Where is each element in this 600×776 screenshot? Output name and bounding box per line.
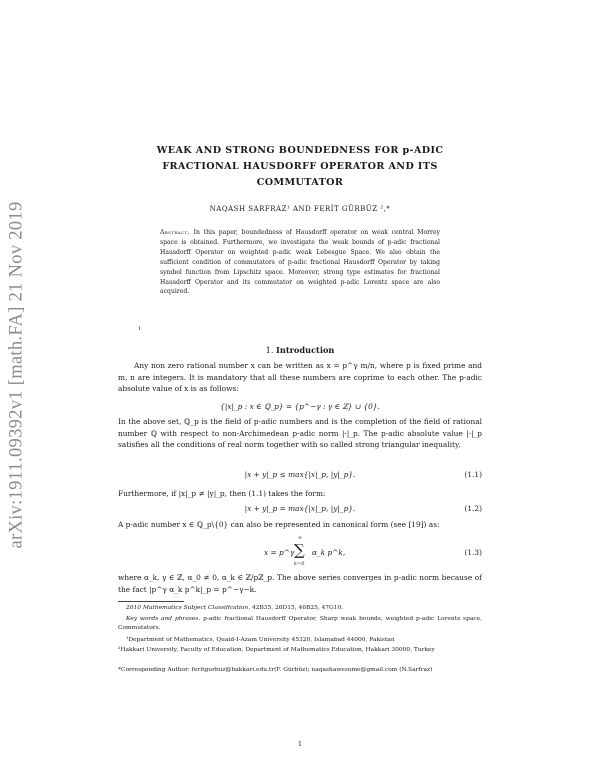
equation-1-3-term: α_k p^k, [312,548,346,557]
paragraph-4: A p-adic number x ∈ ℚ_p\{0} can also be represented in canonical form (see [19]) as: [118,520,440,529]
equation-1-1-number: (1.1) [464,470,482,479]
footnote-keywords [118,615,482,633]
footnote-affiliation-1: ¹Department of Mathematics, Quaid-I-Azam University 45320, Islamabad 44000, Pakistan [126,637,395,643]
footnote-msc [118,604,482,613]
equation-1-1-body: |x + y|_p ≤ max{|x|_p, |y|_p}. [244,470,356,479]
section-number: 1. [265,345,274,355]
page-number: 1 [297,740,303,748]
abstract-text: In this paper, boundedness of Hausdorff operator on weak central Morrey space is obtained. Furthermore, we investigate the weak bounds of p-adic fractional Hausdorff Operator on weighted p-adic weak Lebesgue Space. We also obtain the sufficient condition of commutators of p-adic fractional Hausdorff Operator by taking symbol function from Lipschitz space. Moreover, strong type estimates for fractional Hausdorff Operator and its commutator on weighted p-adic Lorentz space are also acquired. [160,229,440,296]
title-line-3: COMMUTATOR [256,177,344,188]
arxiv-stamp-text: arXiv:1911.09392v1 [math.FA] 21 Nov 2019 [6,201,27,549]
title-line-2: FRACTIONAL HAUSDORFF OPERATOR AND ITS [162,161,438,172]
equation-set: {|x|_p : x ∈ ℚ_p} = {p^−γ : γ ∈ ℤ} ∪ {0}. [220,402,380,411]
paragraph-3: Furthermore, if |x|_p ≠ |y|_p, then (1.1) takes the form: [118,489,326,498]
abstract-label: Abstract. [160,229,190,236]
msc-codes: 42B35, 26D15, 46B25, 47G10. [251,605,344,611]
keywords-text: p-adic fractional Hausdorff Operator, Sharp weak bounds, weighted p-adic Lorentz space, Commutators. [118,616,483,632]
sum-lower-limit: k=0 [294,561,305,567]
section-heading [118,345,482,355]
paper-title [118,143,482,191]
equation-1-2-number: (1.2) [464,504,482,513]
equation-1-1 [118,470,482,479]
footnote-rule [118,601,184,602]
paragraph-1: Any non zero rational number x can be written as x = p^γ m/n, where p is fixed prime and m, n are integers. It is mandatory that all these numbers are coprime to each other. The p-adic absolute value of x is as follows: [118,361,482,394]
equation-1-2-body: |x + y|_p = max{|x|_p, |y|_p}. [244,504,356,513]
msc-label: 2010 Mathematics Subject Classification. [126,605,251,611]
paragraph-2: In the above set, ℚ_p is the field of p-adic numbers and is the completion of the field of rational number ℚ with respect to non-Archimedean p-adic norm |·|_p. The p-adic absolute value |·|_p satisfies all the conditions of real norm together with so called strong triangular inequality, [118,417,482,450]
footnote-corresponding: *Corresponding Author: feritgurbuz@hakkari.edu.tr(F. Gürbüz); naqashawesome@gmail.com (N.Sarfraz) [118,667,433,673]
abstract [160,228,440,297]
sum-upper-limit: ∞ [298,535,303,541]
section-title: Introduction [276,345,335,355]
keywords-label: Key words and phrases. [126,616,201,622]
title-line-1: WEAK AND STRONG BOUNDEDNESS FOR p-ADIC [156,145,444,156]
sum-symbol: ∑ [294,541,305,559]
arxiv-stamp [6,175,28,575]
author-list: NAQASH SARFRAZ¹ AND FERİT GÜRBÜZ ²,* [209,205,391,213]
equation-1-3 [118,535,482,570]
paragraph-5: where α_k, γ ∈ ℤ, α_0 ≠ 0, α_k ∈ ℤ/pℤ_p. The above series converges in p-adic norm because of the fact |p^γ α_k p^k|_p = p^−γ−k. [118,573,482,594]
equation-1-3-lhs: x = p^γ [264,548,295,557]
equation-1-2 [118,504,482,513]
footnote-affiliation-2: ²Hakkari University, Faculty of Education, Department of Mathematics Education, Hakkari 30000, Turkey [118,647,435,653]
footnote-mark: 1 [138,326,142,332]
equation-1-3-number: (1.3) [464,548,482,557]
